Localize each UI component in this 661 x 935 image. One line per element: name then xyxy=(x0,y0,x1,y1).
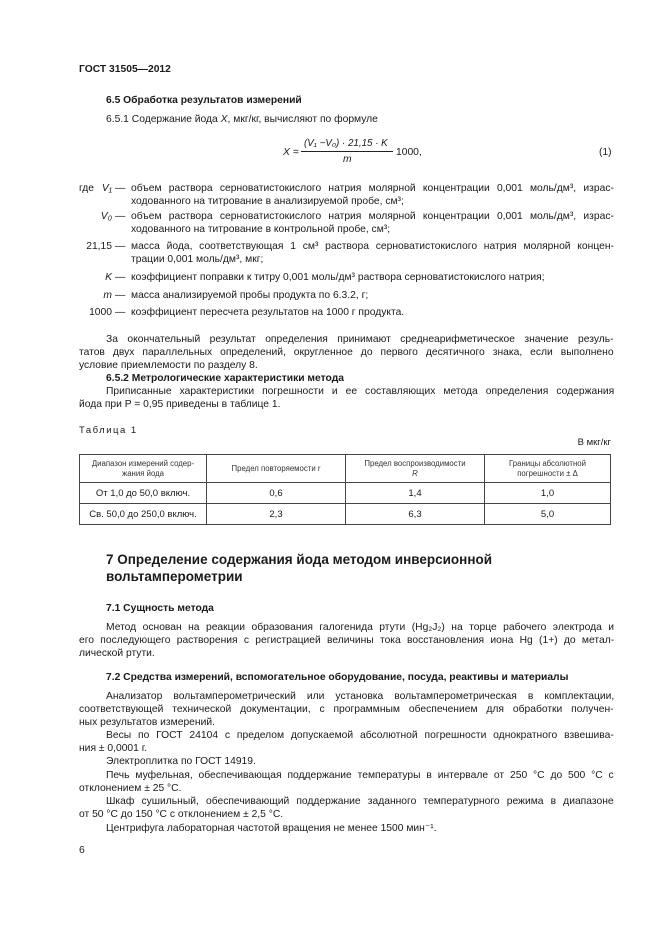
text-line: его последующего растворения с регистрацией величины тока восстановления иона Hg (1+) до метал- xyxy=(79,635,615,646)
text-line: Центрифуга лабораторная частотой вращения не менее 1500 мин⁻¹. xyxy=(106,823,437,834)
table-cell: 1,0 xyxy=(485,483,611,504)
table-header-row xyxy=(80,455,611,483)
definition-text: масса йода, соответствующая 1 см³ раствора серноватистокислого натрия молярной концен- xyxy=(131,241,614,252)
header-text: Границы абсолютной xyxy=(508,458,586,468)
header-text: R xyxy=(412,468,418,478)
table-cell: 5,0 xyxy=(485,504,611,525)
header-text: Предел воспроизводимости xyxy=(364,458,466,468)
table-cell: 0,6 xyxy=(207,483,346,504)
paragraph-6-5-1: 6.5.1 Содержание йода X, мкг/кг, вычисляют по формуле xyxy=(106,114,378,125)
text-line: ных результатов измерений. xyxy=(79,717,215,728)
definition-dash: — xyxy=(115,307,126,318)
table-1 xyxy=(79,454,611,525)
definition-dash: — xyxy=(115,211,126,222)
table-units: В мкг/кг xyxy=(577,437,611,448)
table-header-cell xyxy=(346,455,485,483)
definition-text: объем раствора серноватистокислого натрия молярной концентрации 0,001 моль/дм³, израс- xyxy=(131,183,614,194)
text-line: ния ± 0,0001 г. xyxy=(79,743,148,754)
table-caption: Таблица 1 xyxy=(79,425,138,436)
section-title-6-5: 6.5 Обработка результатов измерений xyxy=(106,95,302,106)
text-line: Электроплитка по ГОСТ 14919. xyxy=(106,756,256,767)
table-header-cell xyxy=(485,455,611,483)
text-line: от 50 °С до 150 °С с отклонением ± 2,5 °С. xyxy=(79,809,284,820)
table-cell: Св. 50,0 до 250,0 включ. xyxy=(80,504,207,525)
definition-symbol: V₁ xyxy=(101,183,112,194)
definition-symbol: K xyxy=(105,272,112,283)
text-line: Анализатор вольтамперометрический или установка вольтамперометрическая в комплектации, xyxy=(106,691,615,702)
text-line: Метод основан на реакции образования галогенида ртути (Hg₂J₂) на торце рабочего электрода и xyxy=(106,622,615,633)
text-line: Шкаф сушильный, обеспечивающий поддержание заданного температурного режима в диапазоне xyxy=(106,796,614,807)
definition-text: коэффициент пересчета результатов на 1000 г продукта. xyxy=(131,307,405,318)
formula-number: (1) xyxy=(599,147,612,158)
table-cell: 6,3 xyxy=(346,504,485,525)
definition-symbol: 1000 xyxy=(89,307,112,318)
definition-dash: — xyxy=(115,241,126,252)
definition-symbol: V₀ xyxy=(100,211,112,222)
formula-numerator: (V₁ −V₀) · 21,15 · K xyxy=(304,138,388,149)
page-number: 6 xyxy=(79,845,85,856)
table-row xyxy=(80,504,611,525)
text-line: лической ртути. xyxy=(79,648,155,659)
text-line: Приписанные характеристики погрешности и ее составляющих метода определения содержания xyxy=(106,386,615,397)
header-text: Предел повторяемости r xyxy=(231,463,321,473)
text-line: отклонением ± 25 °С. xyxy=(79,783,182,794)
text-line: Весы по ГОСТ 24104 с пределом допускаемой абсолютной погрешности однократного взвешива- xyxy=(106,730,614,741)
doc-number: ГОСТ 31505—2012 xyxy=(79,64,171,75)
definition-dash: — xyxy=(115,272,126,283)
definition-text: ходованного на титрование в анализируемой пробе, см³; xyxy=(131,196,404,207)
where-label: где xyxy=(79,183,95,194)
definition-text: трации 0,001 моль/дм³, мкг; xyxy=(131,254,264,265)
table-cell: От 1,0 до 50,0 включ. xyxy=(80,483,207,504)
table-header-cell xyxy=(207,455,346,483)
formula-tail: 1000, xyxy=(396,147,422,158)
text-line: йода при P = 0,95 приведены в таблице 1. xyxy=(79,399,281,410)
table-row xyxy=(80,483,611,504)
text-line: За окончательный результат определения принимают среднеарифметическое значение резуль- xyxy=(106,334,614,345)
header-text: погрешности ± Δ xyxy=(517,468,578,478)
section-title-7-line: вольтамперометрии xyxy=(106,569,243,584)
section-title-7-line: 7 Определение содержания йода методом инверсионной xyxy=(106,552,493,567)
definition-text: масса анализируемой пробы продукта по 6.3.2, г; xyxy=(131,290,369,301)
formula-denominator: m xyxy=(343,154,352,165)
header-text: Диапазон измерений содер- xyxy=(91,458,195,468)
section-title-7-2: 7.2 Средства измерений, вспомогательное оборудование, посуда, реактивы и материалы xyxy=(106,672,569,683)
text-line: Печь муфельная, обеспечивающая поддержание температуры в интервале от 250 °С до 500 °С с xyxy=(106,770,614,781)
table-cell: 1,4 xyxy=(346,483,485,504)
definition-dash: — xyxy=(115,290,126,301)
text-line: соответствующей технической документации, с программным обеспечением для обработки получен- xyxy=(79,704,614,715)
definition-text: объем раствора серноватистокислого натрия молярной концентрации 0,001 моль/дм³, израс- xyxy=(131,211,614,222)
definition-symbol: 21,15 xyxy=(86,241,112,252)
section-title-7-1: 7.1 Сущность метода xyxy=(106,603,214,614)
formula-lhs: X = xyxy=(283,147,299,158)
fraction-line xyxy=(301,151,393,152)
text-line: татов двух параллельных определений, округленное до первого десятичного знака, если выполнено xyxy=(79,347,614,358)
header-text: жания йода xyxy=(121,468,164,478)
definition-dash: — xyxy=(115,183,126,194)
definition-text: коэффициент поправки к титру 0,001 моль/дм³ раствора серноватистокислого натрия; xyxy=(131,272,545,283)
table-header-cell xyxy=(80,455,207,483)
text-line: условие приемлемости по разделу 8. xyxy=(79,360,258,371)
definition-text: ходованного на титрование в контрольной пробе, см³; xyxy=(131,224,391,235)
table-cell: 2,3 xyxy=(207,504,346,525)
section-title-6-5-2: 6.5.2 Метрологические характеристики метода xyxy=(106,373,344,384)
definition-symbol: m xyxy=(103,290,112,301)
